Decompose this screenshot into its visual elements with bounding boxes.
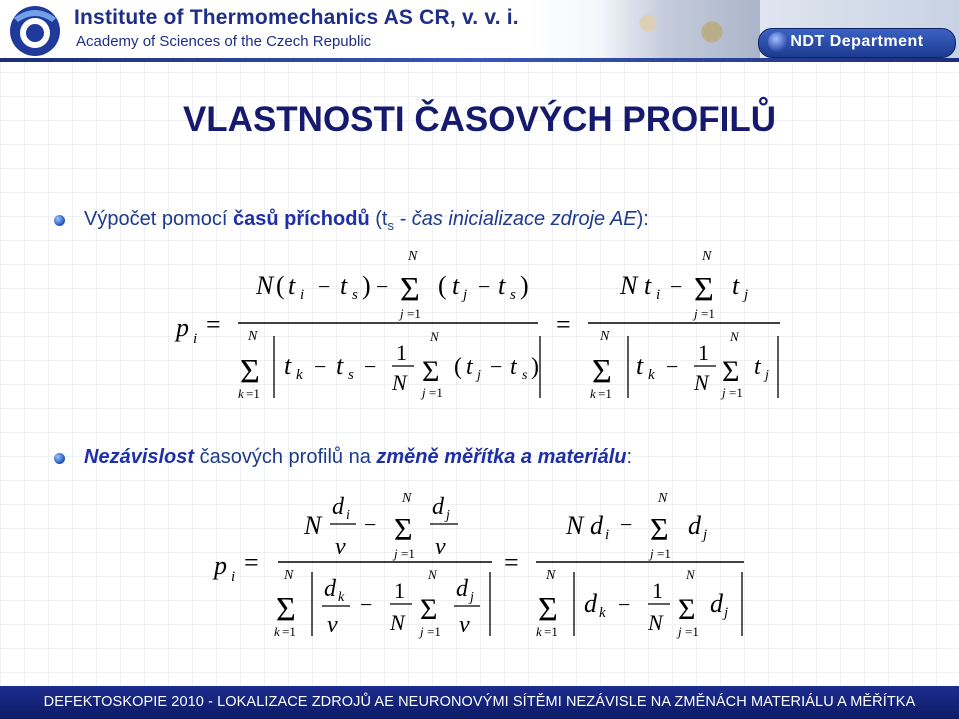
svg-text:−: −: [478, 274, 491, 299]
svg-text:t: t: [336, 351, 344, 380]
orb-icon: [768, 32, 788, 52]
bullet1-emphasis: časů příchodů: [232, 208, 370, 230]
slide-title: VLASTNOSTI ČASOVÝCH PROFILŮ: [182, 100, 777, 139]
svg-text:i: i: [300, 287, 305, 303]
svg-text:Σ: Σ: [694, 271, 714, 308]
svg-text:Σ: Σ: [678, 593, 696, 626]
svg-text:−: −: [360, 592, 373, 617]
svg-text:j: j: [420, 624, 424, 639]
svg-text:=: =: [556, 310, 571, 339]
svg-text:N: N: [402, 491, 412, 506]
svg-text:=1: =1: [407, 306, 421, 321]
svg-text:j: j: [724, 605, 729, 621]
svg-text:i: i: [193, 331, 198, 347]
svg-text:j: j: [722, 385, 726, 400]
svg-text:t: t: [466, 354, 473, 380]
institute-name: Institute of Thermomechanics AS CR, v. v. i.: [74, 6, 519, 29]
academy-name: Academy of Sciences of the Czech Republic: [76, 33, 372, 50]
svg-text:=: =: [504, 548, 519, 577]
svg-text:N: N: [702, 249, 712, 264]
svg-text:j: j: [650, 546, 654, 561]
svg-text:j: j: [694, 306, 698, 321]
svg-text:=1: =1: [598, 386, 612, 401]
svg-text:N: N: [648, 610, 663, 635]
svg-text:=: =: [206, 310, 221, 339]
svg-text:t: t: [754, 354, 761, 380]
svg-text:k: k: [338, 590, 345, 605]
svg-text:): ): [531, 354, 539, 380]
svg-text:t: t: [636, 351, 644, 380]
svg-text:N: N: [392, 370, 407, 395]
svg-text:Σ: Σ: [722, 355, 740, 388]
svg-text:i: i: [656, 287, 661, 303]
svg-text:j: j: [703, 527, 708, 543]
svg-text:v: v: [327, 612, 338, 638]
svg-text:j: j: [765, 368, 769, 383]
svg-text:=1: =1: [429, 385, 443, 400]
svg-text:N: N: [600, 329, 610, 344]
svg-text:−: −: [364, 354, 377, 379]
svg-text:t: t: [498, 271, 506, 300]
svg-text:(: (: [438, 271, 447, 300]
svg-text:s: s: [348, 367, 354, 383]
svg-text:j: j: [744, 287, 749, 303]
svg-text:N: N: [658, 491, 668, 506]
svg-text:d: d: [324, 576, 336, 602]
svg-text:1: 1: [394, 578, 405, 603]
bullet-icon: [54, 215, 65, 226]
svg-text:k: k: [590, 386, 596, 401]
svg-text:d: d: [710, 589, 723, 618]
bullet2-emphasis1: Nezávislost: [84, 446, 195, 468]
svg-text:j: j: [463, 287, 468, 303]
header-rule: [0, 58, 959, 62]
svg-text:s: s: [352, 287, 358, 303]
svg-text:(: (: [454, 354, 462, 380]
svg-text:N: N: [430, 329, 439, 344]
header: [0, 0, 959, 66]
svg-text:N: N: [256, 271, 274, 300]
formula-time-profile: [160, 240, 800, 410]
svg-text:N: N: [284, 568, 294, 583]
bullet2-emphasis2: změně měřítka a materiálu: [376, 446, 627, 468]
svg-text:k: k: [599, 605, 606, 621]
bullet-icon: [54, 453, 65, 464]
svg-text:−: −: [670, 274, 683, 299]
institute-logo-icon: [8, 4, 62, 58]
svg-text:−: −: [314, 354, 327, 379]
svg-text:N: N: [620, 271, 638, 300]
svg-text:1: 1: [396, 340, 407, 365]
svg-text:=1: =1: [701, 306, 715, 321]
svg-text:=1: =1: [544, 624, 558, 639]
svg-text:Σ: Σ: [394, 511, 413, 547]
bullet1-sub: s: [387, 218, 394, 233]
svg-text:p: p: [176, 313, 189, 342]
svg-text:(: (: [276, 271, 285, 300]
svg-text:k: k: [274, 624, 280, 639]
svg-text:j: j: [422, 385, 426, 400]
svg-text:−: −: [490, 354, 503, 379]
svg-text:d: d: [688, 511, 701, 540]
svg-text:=: =: [244, 548, 259, 577]
bullet1-mid: (t: [369, 208, 388, 230]
svg-text:p: p: [214, 551, 227, 580]
svg-text:−: −: [620, 512, 633, 537]
bullet2-mid: časových profilů na: [194, 446, 377, 468]
svg-text:t: t: [452, 271, 460, 300]
bullet1-pre: Výpočet pomocí: [84, 208, 233, 230]
svg-text:N: N: [390, 610, 405, 635]
footer: [0, 686, 959, 719]
svg-text:N: N: [408, 249, 418, 264]
bullet1-end: ):: [636, 208, 649, 230]
svg-text:t: t: [284, 351, 292, 380]
svg-text:j: j: [477, 368, 481, 383]
svg-text:k: k: [648, 367, 655, 383]
svg-text:k: k: [238, 386, 244, 401]
svg-text:=1: =1: [657, 546, 671, 561]
svg-text:=1: =1: [685, 624, 699, 639]
formula-scale-independence: [200, 482, 760, 652]
svg-text:N: N: [686, 567, 695, 582]
svg-text:Σ: Σ: [420, 593, 438, 626]
svg-text:1: 1: [698, 340, 709, 365]
svg-text:t: t: [288, 271, 296, 300]
svg-text:Σ: Σ: [276, 591, 296, 628]
svg-text:Σ: Σ: [400, 271, 420, 308]
svg-text:t: t: [510, 354, 517, 380]
svg-text:): ): [362, 271, 371, 300]
svg-text:−: −: [618, 592, 631, 617]
bullet2-end: :: [626, 446, 633, 468]
svg-text:N: N: [304, 511, 322, 540]
svg-text:Σ: Σ: [538, 591, 558, 628]
svg-text:Σ: Σ: [650, 511, 669, 547]
svg-text:d: d: [332, 494, 344, 520]
svg-text:d: d: [456, 576, 468, 602]
svg-text:s: s: [522, 368, 528, 383]
svg-text:v: v: [459, 612, 470, 638]
svg-text:j: j: [446, 508, 450, 523]
svg-text:=1: =1: [246, 386, 260, 401]
svg-text:d: d: [590, 511, 603, 540]
svg-text:t: t: [732, 271, 740, 300]
svg-text:−: −: [318, 274, 331, 299]
svg-text:t: t: [340, 271, 348, 300]
svg-text:j: j: [470, 590, 474, 605]
svg-text:N: N: [546, 568, 556, 583]
svg-text:i: i: [231, 569, 236, 585]
svg-text:j: j: [678, 624, 682, 639]
svg-text:d: d: [432, 494, 444, 520]
svg-text:−: −: [666, 354, 679, 379]
header-photo: [600, 0, 760, 58]
svg-text:1: 1: [652, 578, 663, 603]
svg-text:N: N: [428, 567, 437, 582]
svg-text:−: −: [376, 274, 389, 299]
svg-text:j: j: [394, 546, 398, 561]
svg-text:N: N: [566, 511, 584, 540]
svg-text:t: t: [644, 271, 652, 300]
svg-text:d: d: [584, 589, 597, 618]
svg-text:N: N: [694, 370, 709, 395]
department-name: NDT Department: [790, 33, 924, 50]
svg-text:): ): [520, 271, 529, 300]
svg-text:Σ: Σ: [592, 353, 612, 390]
svg-text:N: N: [248, 329, 258, 344]
bullet1-italic: - čas inicializace zdroje AE: [393, 208, 637, 230]
footer-text: DEFEKTOSKOPIE 2010 - LOKALIZACE ZDROJŮ AE NEURONOVÝMI SÍTĚMI NEZÁVISLE NA ZMĚNÁCH MATERIÁLU A MĚŘÍTKA: [43, 694, 916, 710]
svg-text:Σ: Σ: [422, 355, 440, 388]
svg-text:Σ: Σ: [240, 353, 260, 390]
svg-text:k: k: [296, 367, 303, 383]
svg-text:=1: =1: [427, 624, 441, 639]
svg-text:v: v: [335, 534, 346, 560]
svg-text:i: i: [605, 527, 610, 543]
svg-text:−: −: [364, 512, 377, 537]
svg-text:i: i: [346, 508, 350, 523]
svg-text:v: v: [435, 534, 446, 560]
svg-text:s: s: [510, 287, 516, 303]
svg-text:j: j: [400, 306, 404, 321]
svg-text:k: k: [536, 624, 542, 639]
svg-text:=1: =1: [729, 385, 743, 400]
svg-text:N: N: [730, 329, 739, 344]
svg-text:=1: =1: [401, 546, 415, 561]
svg-text:=1: =1: [282, 624, 296, 639]
